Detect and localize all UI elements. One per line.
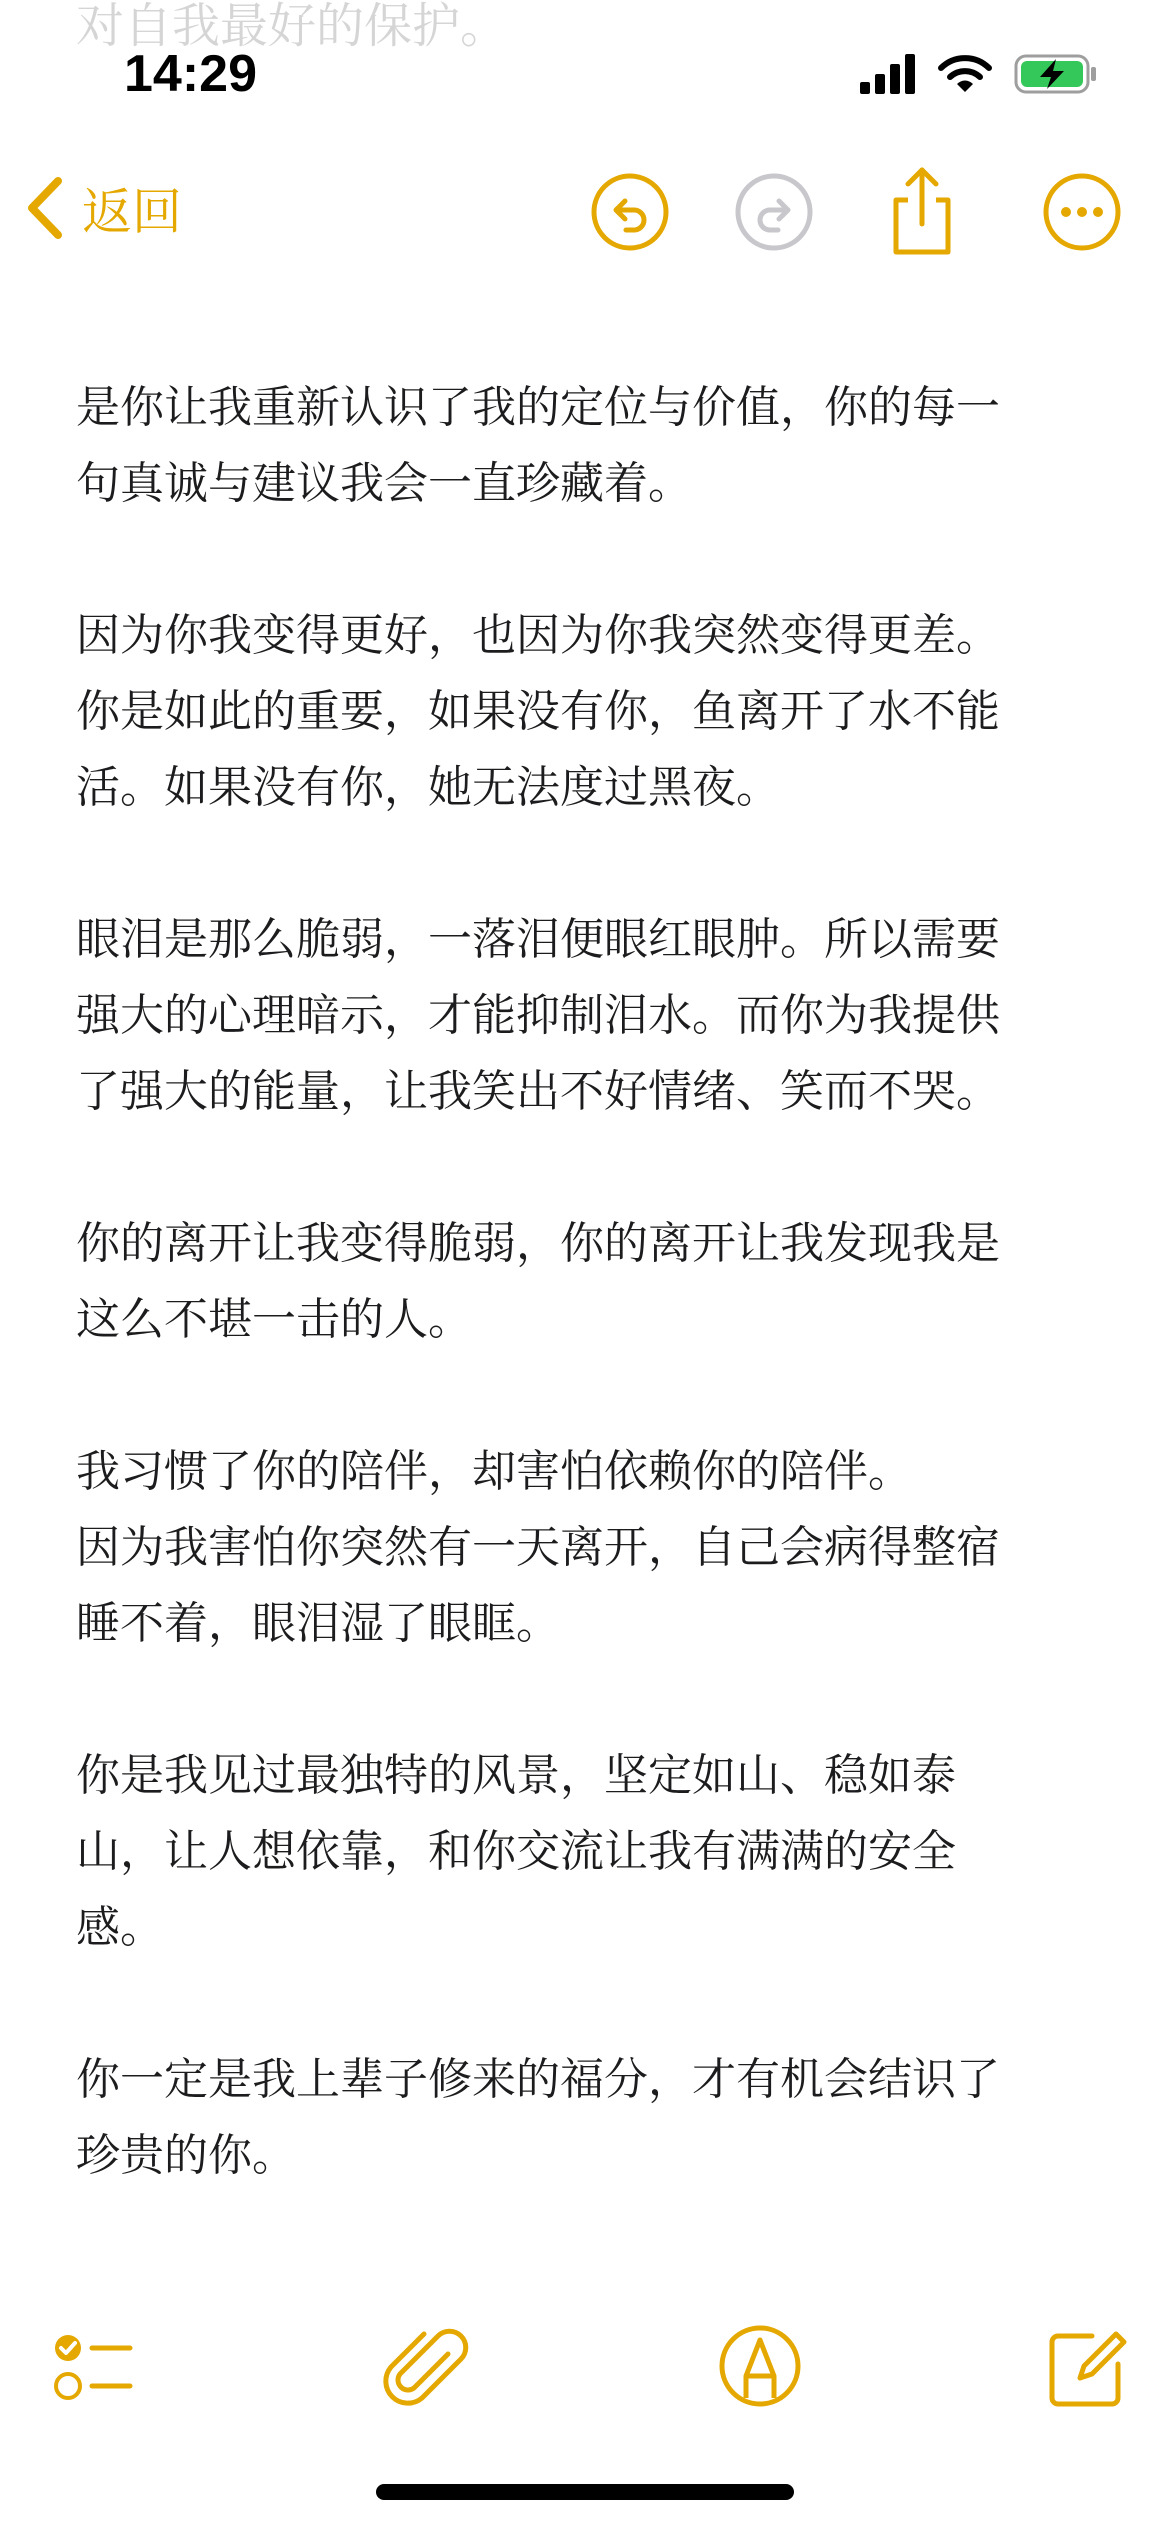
note-paragraph: 你的离开让我变得脆弱，你的离开让我发现我是 这么不堪一击的人。 (76, 1218, 1000, 1345)
redo-icon (732, 170, 816, 254)
scrolled-line-1: 对自我最好的保护。 (76, 0, 509, 54)
redo-button[interactable] (732, 170, 816, 254)
checklist-button[interactable] (44, 2316, 144, 2416)
back-button[interactable] (24, 172, 182, 244)
markup-button[interactable] (710, 2316, 810, 2416)
undo-button[interactable] (588, 170, 672, 254)
markup-pen-icon (710, 2316, 810, 2416)
note-body[interactable] (76, 370, 1106, 2270)
home-indicator[interactable] (376, 2484, 794, 2500)
note-paragraph: 我习惯了你的陪伴，却害怕依赖你的陪伴。 因为我害怕你突然有一天离开，自己会病得整宿 睡不着，眼泪湿了眼眶。 (76, 1446, 1000, 1649)
bottom-toolbar (0, 2300, 1170, 2440)
note-paragraph: 你一定是我上辈子修来的福分，才有机会结识了 珍贵的你。 (76, 2054, 1000, 2181)
note-paragraph: 眼泪是那么脆弱，一落泪便眼红眼肿。所以需要 强大的心理暗示，才能抑制泪水。而你为我提供 了强大的能量，让我笑出不好情绪、笑而不哭。 (76, 914, 1000, 1117)
note-paragraph: 因为你我变得更好，也因为你我突然变得更差。 你是如此的重要，如果没有你，鱼离开了水不能 活。如果没有你，她无法度过黑夜。 (76, 610, 1000, 813)
paperclip-icon (376, 2316, 476, 2416)
wifi-icon (938, 54, 992, 98)
chevron-left-icon (24, 177, 64, 239)
note-paragraph: 是你让我重新认识了我的定位与价值，你的每一 句真诚与建议我会一直珍藏着。 (76, 382, 1000, 509)
cellular-signal-icon (860, 54, 916, 98)
status-bar (0, 0, 1170, 150)
attachment-button[interactable] (376, 2316, 476, 2416)
checklist-icon (44, 2316, 144, 2416)
battery-charging-icon (1014, 52, 1098, 100)
undo-icon (588, 170, 672, 254)
note-paragraph: 你是我见过最独特的风景，坚定如山、稳如泰 山，让人想依靠，和你交流让我有满满的安全 感。 (76, 1750, 956, 1953)
status-icons (860, 52, 1098, 100)
compose-button[interactable] (1036, 2316, 1136, 2416)
nav-bar (0, 150, 1170, 280)
compose-icon (1036, 2316, 1136, 2416)
more-icon (1040, 170, 1124, 254)
more-button[interactable] (1040, 170, 1124, 254)
back-label: 返回 (82, 183, 182, 241)
share-icon (880, 164, 964, 260)
status-time: 14:29 (124, 45, 257, 103)
share-button[interactable] (880, 164, 964, 260)
